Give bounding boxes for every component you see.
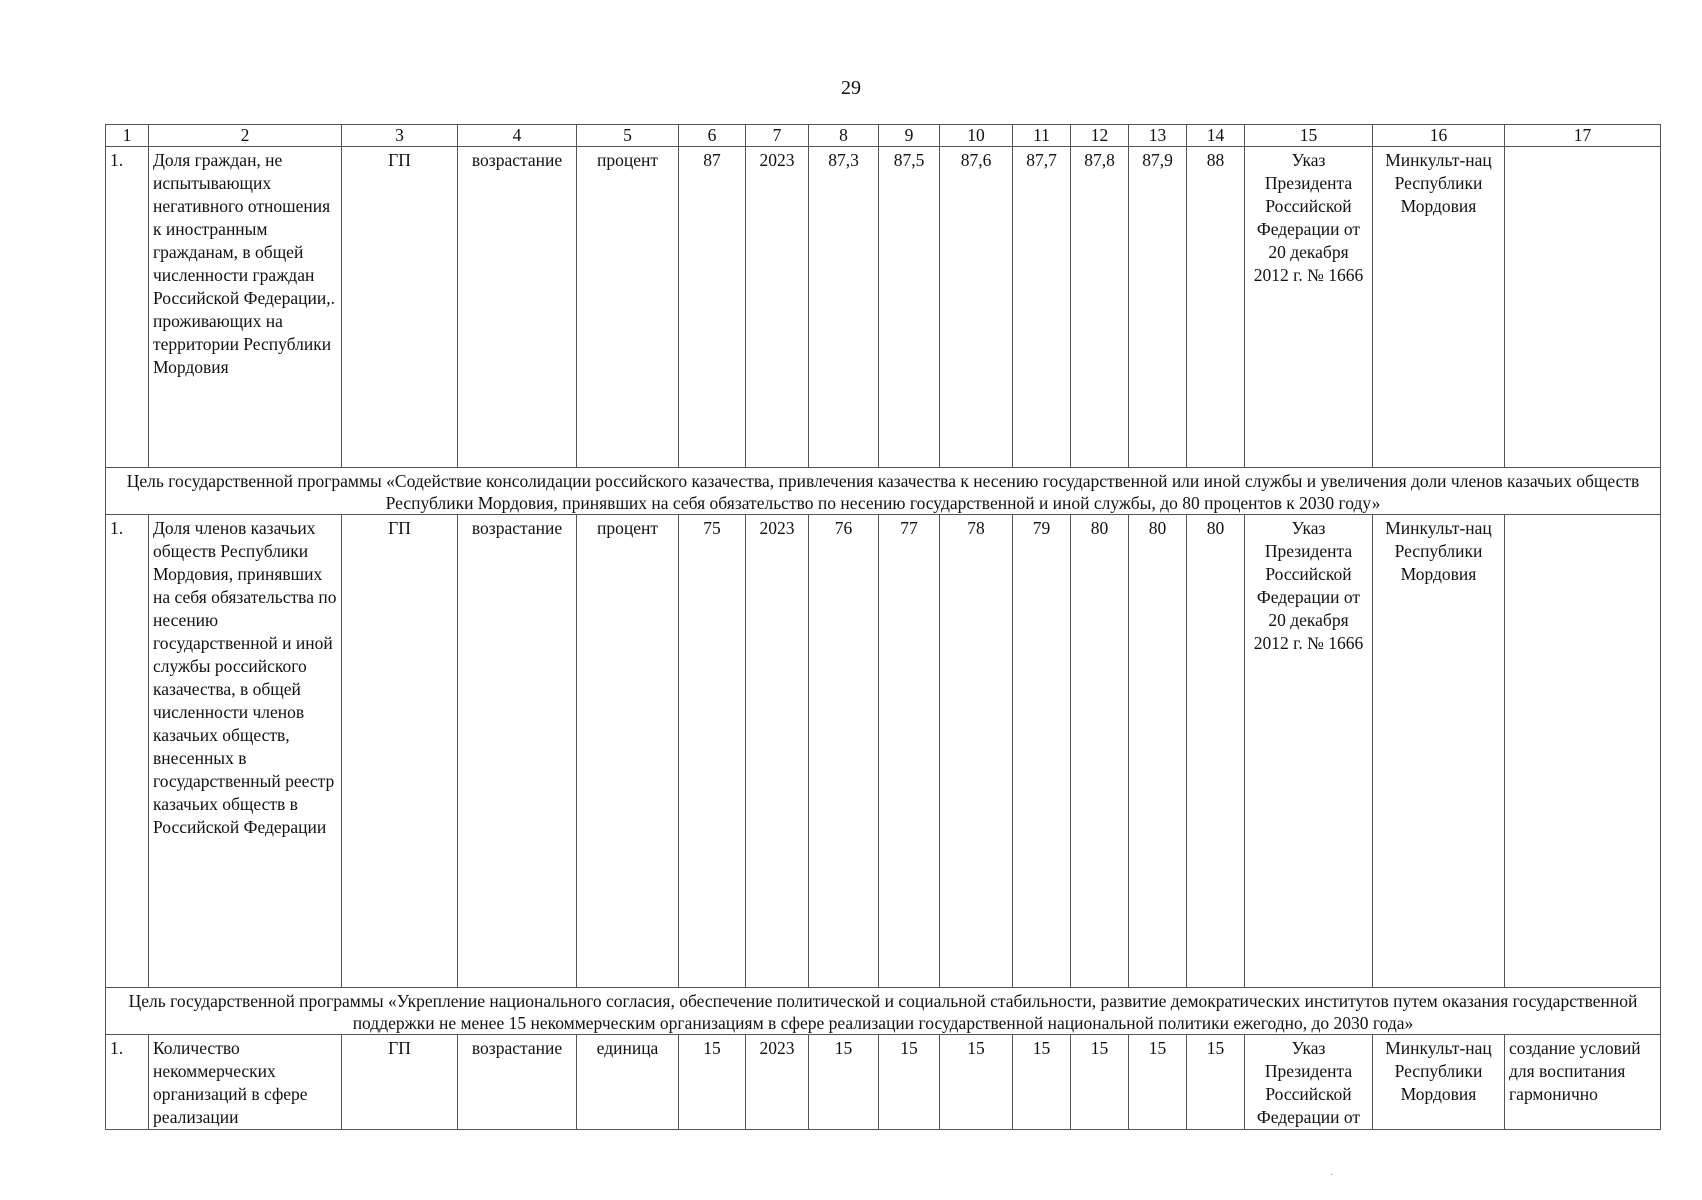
table-cell: Указ Президента Российской Федерации от 20 декабря 2012 г. № 1666	[1245, 147, 1373, 468]
column-number: 16	[1373, 125, 1505, 147]
table-cell: 15	[809, 1035, 879, 1130]
table-cell	[1505, 515, 1661, 988]
table-cell: 87,3	[809, 147, 879, 468]
goal-row	[106, 468, 1661, 515]
column-number: 17	[1505, 125, 1661, 147]
table-cell: 15	[1129, 1035, 1187, 1130]
table-cell: процент	[577, 515, 679, 988]
column-number: 13	[1129, 125, 1187, 147]
table-cell: Минкульт-нац Республики Мордовия	[1373, 147, 1505, 468]
column-number: 3	[342, 125, 458, 147]
table-cell: 87	[679, 147, 746, 468]
table-cell: создание условий для воспитания гармонично	[1505, 1035, 1661, 1130]
table-row	[106, 1035, 1661, 1130]
table-cell: 88	[1187, 147, 1245, 468]
table-cell: 1.	[106, 1035, 149, 1130]
table-cell: процент	[577, 147, 679, 468]
table-cell: 78	[940, 515, 1013, 988]
table-cell: возрастание	[458, 147, 577, 468]
table-row	[106, 515, 1661, 988]
table-cell: 15	[879, 1035, 940, 1130]
indicators-table	[105, 124, 1661, 1130]
column-number: 15	[1245, 125, 1373, 147]
table-cell: 87,5	[879, 147, 940, 468]
table-cell: ГП	[342, 147, 458, 468]
table-cell: 15	[1187, 1035, 1245, 1130]
column-number: 11	[1013, 125, 1071, 147]
table-cell: 79	[1013, 515, 1071, 988]
column-number: 10	[940, 125, 1013, 147]
goal-row	[106, 988, 1661, 1035]
table-cell: 15	[1071, 1035, 1129, 1130]
table-cell: 15	[1013, 1035, 1071, 1130]
program-goal: Цель государственной программы «Укрепление национального согласия, обеспечение политической и социальной стабильности, развитие демократических институтов путем оказания государственной поддержки не менее 15 некоммерческим организациям в сфере реализации государственной национальной политики ежегодно, до 2030 года»	[106, 988, 1661, 1035]
program-goal: Цель государственной программы «Содействие консолидации российского казачества, привлечения казачества к несению государственной или иной службы и увеличения доли членов казачьих обществ Республики Мордовия, принявших на себя обязательство по несению государственной и иной службы, до 80 процентов к 2030 году»	[106, 468, 1661, 515]
column-number: 1	[106, 125, 149, 147]
table-cell: возрастание	[458, 515, 577, 988]
table-cell: 2023	[746, 515, 809, 988]
table-cell: 15	[679, 1035, 746, 1130]
table-cell: 77	[879, 515, 940, 988]
table-cell: Минкульт-нац Республики Мордовия	[1373, 1035, 1505, 1130]
indicator-name: Количество некоммерческих организаций в сфере реализации	[149, 1035, 342, 1130]
column-number: 5	[577, 125, 679, 147]
table-cell: ГП	[342, 515, 458, 988]
column-number: 2	[149, 125, 342, 147]
table-cell: 87,7	[1013, 147, 1071, 468]
column-number: 7	[746, 125, 809, 147]
page-number: 29	[841, 77, 861, 99]
table-cell: 87,9	[1129, 147, 1187, 468]
column-number: 12	[1071, 125, 1129, 147]
indicator-name: Доля граждан, не испытывающих негативного отношения к иностранным гражданам, в общей численности граждан Российской Федерации,. проживающих на территории Республики Мордовия	[149, 147, 342, 468]
table-cell: 75	[679, 515, 746, 988]
column-number: 8	[809, 125, 879, 147]
table-cell: единица	[577, 1035, 679, 1130]
table-cell: 80	[1071, 515, 1129, 988]
table-cell: 87,6	[940, 147, 1013, 468]
indicator-name: Доля членов казачьих обществ Республики Мордовия, принявших на себя обязательства по несению государственной и иной службы российского казачества, в общей численности членов казачьих обществ, внесенных в государственный реестр казачьих обществ в Российской Федерации	[149, 515, 342, 988]
column-number: 14	[1187, 125, 1245, 147]
table-cell: 80	[1187, 515, 1245, 988]
table-cell: 15	[940, 1035, 1013, 1130]
table-cell: ГП	[342, 1035, 458, 1130]
column-number: 9	[879, 125, 940, 147]
table-row	[106, 147, 1661, 468]
table-cell: Указ Президента Российской Федерации от 20 декабря 2012 г. № 1666	[1245, 515, 1373, 988]
table-cell: возрастание	[458, 1035, 577, 1130]
column-number-row	[106, 125, 1661, 147]
table-cell: Указ Президента Российской Федерации от	[1245, 1035, 1373, 1130]
table-cell: 2023	[746, 1035, 809, 1130]
table-cell: 87,8	[1071, 147, 1129, 468]
table-cell: 1.	[106, 515, 149, 988]
table-cell: 1.	[106, 147, 149, 468]
table-cell: 80	[1129, 515, 1187, 988]
table-cell: 2023	[746, 147, 809, 468]
scan-speck: ·	[1330, 1170, 1334, 1181]
table-cell: Минкульт-нац Республики Мордовия	[1373, 515, 1505, 988]
table-cell	[1505, 147, 1661, 468]
table-cell: 76	[809, 515, 879, 988]
column-number: 4	[458, 125, 577, 147]
column-number: 6	[679, 125, 746, 147]
